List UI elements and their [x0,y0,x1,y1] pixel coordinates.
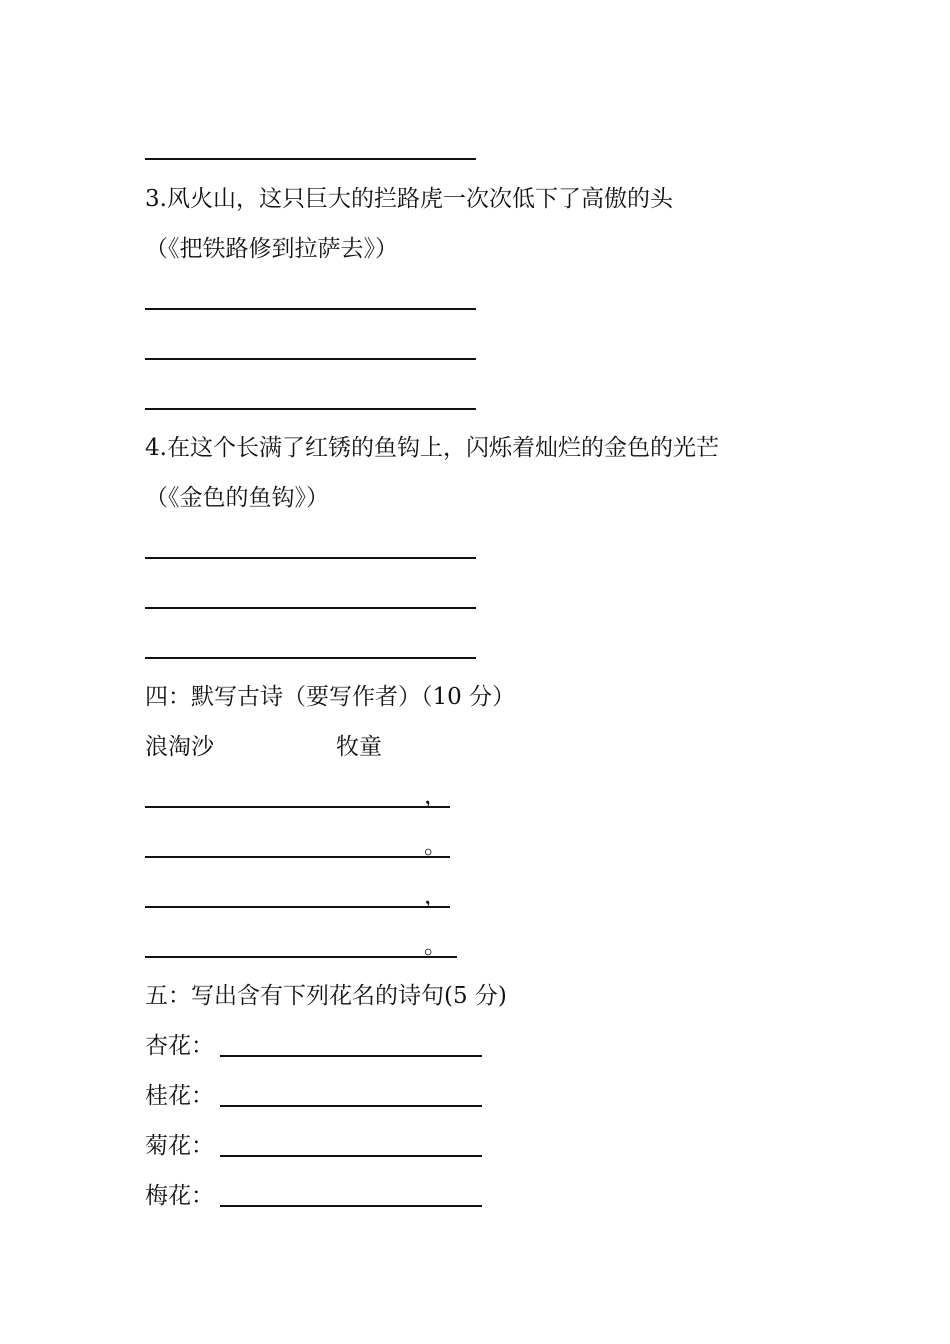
question-3-source: （《把铁路修到拉萨去》） [145,236,398,262]
poem-punct-2: 。 [424,833,447,859]
poem-line-2[interactable] [145,856,450,858]
section-4-title: 四：默写古诗（要写作者）（10 分） [145,684,516,710]
answer-line[interactable] [145,657,476,659]
poem-line-1[interactable] [145,806,450,808]
answer-line[interactable] [145,308,476,310]
flower-answer-line[interactable] [220,1105,482,1107]
flower-label-plum: 梅花： [145,1183,214,1209]
question-4-source: （《金色的鱼钩》） [145,485,329,511]
flower-answer-line[interactable] [220,1055,482,1057]
flower-label-osmanthus: 桂花： [145,1083,214,1109]
section-5-title: 五：写出含有下列花名的诗句(5 分) [145,983,507,1009]
flower-label-chrysanthemum: 菊花： [145,1133,214,1159]
question-3-sentence: 3.风火山，这只巨大的拦路虎一次次低下了高傲的头 [145,186,673,212]
poem-line-3[interactable] [145,906,450,908]
flower-answer-line[interactable] [220,1205,482,1207]
question-4-sentence: 4.在这个长满了红锈的鱼钩上，闪烁着灿烂的金色的光芒 [145,435,719,461]
answer-line[interactable] [145,408,476,410]
poem-title-2: 牧童 [336,734,382,760]
flower-answer-line[interactable] [220,1155,482,1157]
flower-label-apricot: 杏花： [145,1033,214,1059]
poem-punct-4: 。 [424,933,447,959]
poem-punct-1: ， [424,783,447,809]
poem-line-4[interactable] [145,956,457,958]
answer-line[interactable] [145,607,476,609]
poem-punct-3: ， [424,883,447,909]
answer-line[interactable] [145,557,476,559]
answer-line[interactable] [145,358,476,360]
answer-line[interactable] [145,158,476,160]
poem-title-1: 浪淘沙 [145,734,214,760]
